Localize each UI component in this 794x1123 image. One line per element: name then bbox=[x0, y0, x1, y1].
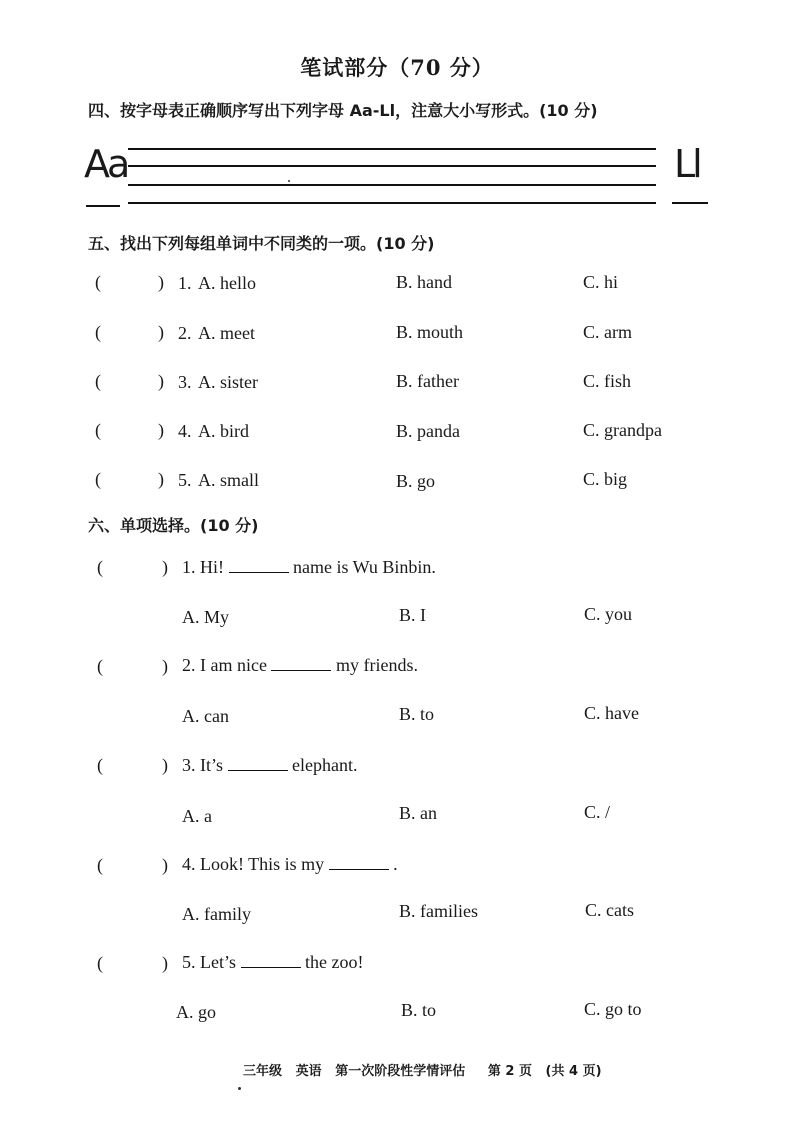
stem-before-blank: 4. Look! This is my bbox=[182, 854, 325, 874]
answer-paren-open: ( bbox=[95, 272, 101, 292]
answer-blank bbox=[329, 855, 389, 870]
option-c: C. go to bbox=[584, 999, 642, 1019]
answer-paren-close: ) bbox=[162, 656, 168, 676]
stem-before-blank: 3. It’s bbox=[182, 755, 224, 775]
option-b: B. an bbox=[399, 803, 437, 823]
question-number: 1. bbox=[178, 273, 192, 293]
answer-paren-close: ) bbox=[158, 420, 164, 440]
answer-blank bbox=[229, 558, 289, 573]
option-b: B. panda bbox=[396, 421, 460, 441]
answer-paren-open: ( bbox=[95, 420, 101, 440]
question-number: 5. bbox=[178, 470, 192, 490]
footer-subject: 英语 bbox=[295, 1064, 322, 1079]
answer-blank bbox=[241, 953, 301, 968]
scan-speck bbox=[288, 180, 290, 182]
end-letters: Ll bbox=[674, 142, 700, 186]
question-stem bbox=[182, 557, 436, 578]
answer-paren-close: ) bbox=[162, 755, 168, 775]
answer-paren-close: ) bbox=[158, 272, 164, 292]
page-title: 笔试部分（70 分） bbox=[300, 55, 494, 80]
question-stem bbox=[182, 952, 363, 973]
section-5-heading: 五、找出下列每组单词中不同类的一项。(10 分) bbox=[88, 234, 435, 253]
option-c: C. / bbox=[584, 802, 611, 822]
footer-total: (共 4 页) bbox=[545, 1064, 602, 1079]
section-4-heading: 四、按字母表正确顺序写出下列字母 Aa-Ll，注意大小写形式。(10 分) bbox=[88, 101, 598, 120]
option-b: B. to bbox=[399, 704, 435, 724]
stem-after-blank: . bbox=[393, 854, 398, 874]
option-c: C. fish bbox=[583, 371, 632, 391]
option-a: A. can bbox=[182, 706, 229, 726]
answer-paren-open: ( bbox=[97, 755, 103, 775]
option-a: A. meet bbox=[198, 323, 255, 343]
option-a: A. sister bbox=[198, 372, 258, 392]
question-number: 3. bbox=[178, 372, 192, 392]
option-a: A. hello bbox=[198, 273, 256, 293]
footer-page: 第 2 页 bbox=[487, 1064, 532, 1079]
answer-paren-open: ( bbox=[97, 953, 103, 973]
stem-after-blank: my friends. bbox=[335, 655, 418, 675]
answer-paren-open: ( bbox=[95, 469, 101, 489]
answer-paren-open: ( bbox=[97, 656, 103, 676]
stem-after-blank: name is Wu Binbin. bbox=[293, 557, 436, 577]
option-b: B. mouth bbox=[396, 322, 464, 342]
answer-paren-close: ) bbox=[158, 322, 164, 342]
question-stem bbox=[182, 755, 358, 776]
stem-before-blank: 2. I am nice bbox=[182, 655, 267, 675]
answer-paren-close: ) bbox=[162, 557, 168, 577]
option-b: B. families bbox=[399, 901, 478, 921]
option-c: C. big bbox=[583, 469, 628, 489]
stem-after-blank: elephant. bbox=[292, 755, 358, 775]
option-b: B. go bbox=[396, 471, 436, 491]
answer-paren-open: ( bbox=[95, 322, 101, 342]
footer-grade: 三年级 bbox=[243, 1064, 283, 1079]
option-a: A. small bbox=[198, 470, 259, 490]
answer-paren-open: ( bbox=[95, 371, 101, 391]
option-b: B. to bbox=[401, 1000, 437, 1020]
question-number: 2. bbox=[178, 323, 192, 343]
answer-blank bbox=[228, 756, 288, 771]
answer-paren-open: ( bbox=[97, 557, 103, 577]
start-letters: Aa bbox=[84, 142, 128, 186]
answer-paren-close: ) bbox=[162, 953, 168, 973]
stem-before-blank: 5. Let’s bbox=[182, 952, 236, 972]
option-a: A. bird bbox=[198, 421, 249, 441]
footer-exam: 第一次阶段性学情评估 bbox=[335, 1064, 466, 1079]
option-c: C. have bbox=[584, 703, 639, 723]
option-a: A. go bbox=[176, 1002, 216, 1022]
option-b: B. hand bbox=[396, 272, 452, 292]
option-b: B. I bbox=[399, 605, 426, 625]
option-a: A. a bbox=[182, 806, 212, 826]
stem-before-blank: 1. Hi! bbox=[182, 557, 224, 577]
answer-paren-close: ) bbox=[158, 371, 164, 391]
option-c: C. cats bbox=[585, 900, 634, 920]
page-footer bbox=[243, 1060, 602, 1079]
option-a: A. My bbox=[182, 607, 230, 627]
stem-after-blank: the zoo! bbox=[305, 952, 364, 972]
answer-blank bbox=[271, 656, 331, 671]
answer-paren-close: ) bbox=[158, 469, 164, 489]
option-c: C. arm bbox=[583, 322, 632, 342]
option-c: C. hi bbox=[583, 272, 619, 292]
option-b: B. father bbox=[396, 371, 459, 391]
option-c: C. you bbox=[584, 604, 633, 624]
question-stem bbox=[182, 655, 418, 676]
option-a: A. family bbox=[182, 904, 251, 924]
answer-paren-close: ) bbox=[162, 855, 168, 875]
answer-paren-open: ( bbox=[97, 855, 103, 875]
option-c: C. grandpa bbox=[583, 420, 662, 440]
scan-speck bbox=[238, 1087, 241, 1090]
section-6-heading: 六、单项选择。(10 分) bbox=[88, 516, 259, 535]
question-number: 4. bbox=[178, 421, 192, 441]
question-stem bbox=[182, 854, 398, 875]
